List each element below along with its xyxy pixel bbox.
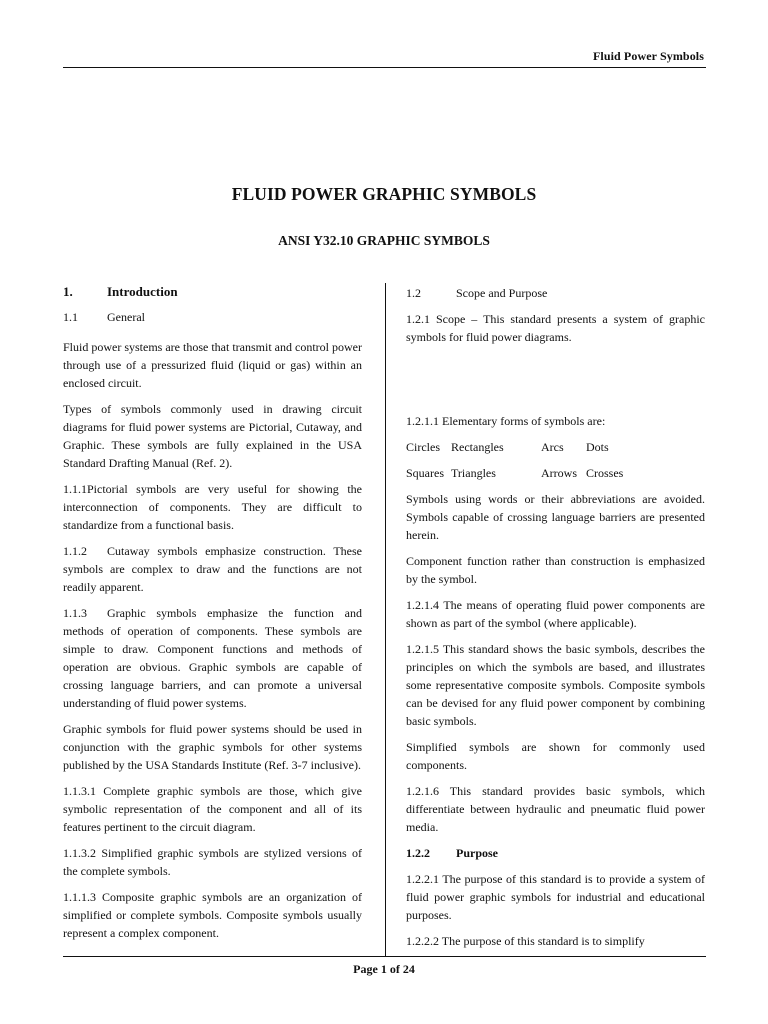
symbol-form: Arcs bbox=[541, 440, 564, 454]
paragraph-number: 1.1.3 bbox=[63, 606, 87, 620]
document-subtitle: ANSI Y32.10 GRAPHIC SYMBOLS bbox=[278, 233, 490, 248]
paragraph: Simplified symbols are shown for commonly used components. bbox=[406, 740, 705, 772]
subsection-title: Scope and Purpose bbox=[456, 286, 548, 300]
subsection-heading-scope bbox=[406, 284, 705, 302]
header-rule bbox=[63, 67, 706, 68]
paragraph: 1.2.1 Scope – This standard presents a system of graphic symbols for fluid power diagrams. bbox=[406, 312, 705, 344]
left-column bbox=[63, 283, 362, 942]
subsection-title: General bbox=[107, 310, 145, 324]
footer-rule bbox=[63, 956, 706, 957]
paragraph: Symbols using words or their abbreviations are avoided. Symbols capable of crossing language barriers are presented herein. bbox=[406, 492, 705, 542]
subsection-number: 1.2 bbox=[406, 286, 421, 300]
paragraph: 1.1.3.1 Complete graphic symbols are those, which give symbolic representation of the component and all of its features pertinent to the circuit diagram. bbox=[63, 784, 362, 834]
paragraph: 1.2.2.2 The purpose of this standard is to simplify bbox=[406, 934, 645, 948]
column-divider bbox=[385, 283, 386, 956]
paragraph: 1.2.1.6 This standard provides basic symbols, which differentiate between hydraulic and pneumatic fluid power media. bbox=[406, 784, 705, 834]
section-title: Introduction bbox=[107, 284, 178, 299]
symbol-form: Crosses bbox=[586, 466, 624, 480]
paragraph bbox=[63, 604, 362, 712]
subsection-number: 1.1 bbox=[63, 310, 78, 324]
paragraph: Component function rather than construction is emphasized by the symbol. bbox=[406, 554, 705, 586]
paragraph: 1.1.1.3 Composite graphic symbols are an organization of simplified or complete symbols. Composite symbols usually represent a complex component. bbox=[63, 890, 362, 940]
subsection-heading-general bbox=[63, 308, 362, 326]
paragraph-text: Graphic symbols emphasize the function and methods of operation of components. These symbols are simple to draw. Component functions and methods of operation are obvious. Graphic symbols are capable of crossing language barriers, and can promote a universal understanding of fluid power systems. bbox=[63, 606, 362, 710]
section-heading-introduction bbox=[63, 283, 362, 301]
section-number: 1. bbox=[63, 284, 73, 299]
symbol-form: Circles bbox=[406, 440, 440, 454]
subsection-title: Purpose bbox=[456, 846, 498, 860]
symbol-form: Arrows bbox=[541, 466, 577, 480]
paragraph: Graphic symbols for fluid power systems should be used in conjunction with the graphic symbols for other systems published by the USA Standards Institute (Ref. 3-7 inclusive). bbox=[63, 722, 362, 772]
subsection-heading-purpose bbox=[406, 844, 705, 862]
paragraph: 1.1.3.2 Simplified graphic symbols are stylized versions of the complete symbols. bbox=[63, 846, 362, 878]
symbol-forms-row bbox=[406, 464, 705, 482]
running-header: Fluid Power Symbols bbox=[592, 49, 704, 63]
page-number: Page 1 of 24 bbox=[353, 962, 415, 976]
symbol-form: Triangles bbox=[451, 466, 496, 480]
symbol-forms-row bbox=[406, 438, 705, 456]
paragraph: 1.2.1.4 The means of operating fluid power components are shown as part of the symbol (where applicable). bbox=[406, 598, 705, 630]
symbol-form: Rectangles bbox=[451, 440, 504, 454]
paragraph: 1.2.1.1 Elementary forms of symbols are: bbox=[406, 414, 606, 428]
paragraph: 1.1.1Pictorial symbols are very useful for showing the interconnection of components. They are difficult to standardize from a functional basis. bbox=[63, 482, 362, 532]
symbol-form: Dots bbox=[586, 440, 609, 454]
paragraph: Types of symbols commonly used in drawing circuit diagrams for fluid power systems are Pictorial, Cutaway, and Graphic. These symbols are fully explained in the USA Standard Drafting Manual (Ref. 2). bbox=[63, 402, 362, 470]
symbol-form: Squares bbox=[406, 466, 444, 480]
paragraph bbox=[63, 542, 362, 596]
paragraph: 1.2.2.1 The purpose of this standard is to provide a system of fluid power graphic symbols for industrial and educational purposes. bbox=[406, 872, 705, 922]
paragraph: Fluid power systems are those that transmit and control power through use of a pressurized fluid (liquid or gas) within an enclosed circuit. bbox=[63, 340, 362, 390]
paragraph-text: Cutaway symbols emphasize construction. These symbols are complex to draw and the functions are not readily apparent. bbox=[63, 544, 362, 594]
paragraph: 1.2.1.5 This standard shows the basic symbols, describes the principles on which the symbols are based, and illustrates some representative composite symbols. Composite symbols can be devised for any fluid power component by combining basic symbols. bbox=[406, 642, 705, 728]
right-column bbox=[406, 284, 705, 950]
document-title: FLUID POWER GRAPHIC SYMBOLS bbox=[231, 184, 537, 204]
subsection-number: 1.2.2 bbox=[406, 846, 430, 860]
paragraph-number: 1.1.2 bbox=[63, 544, 87, 558]
